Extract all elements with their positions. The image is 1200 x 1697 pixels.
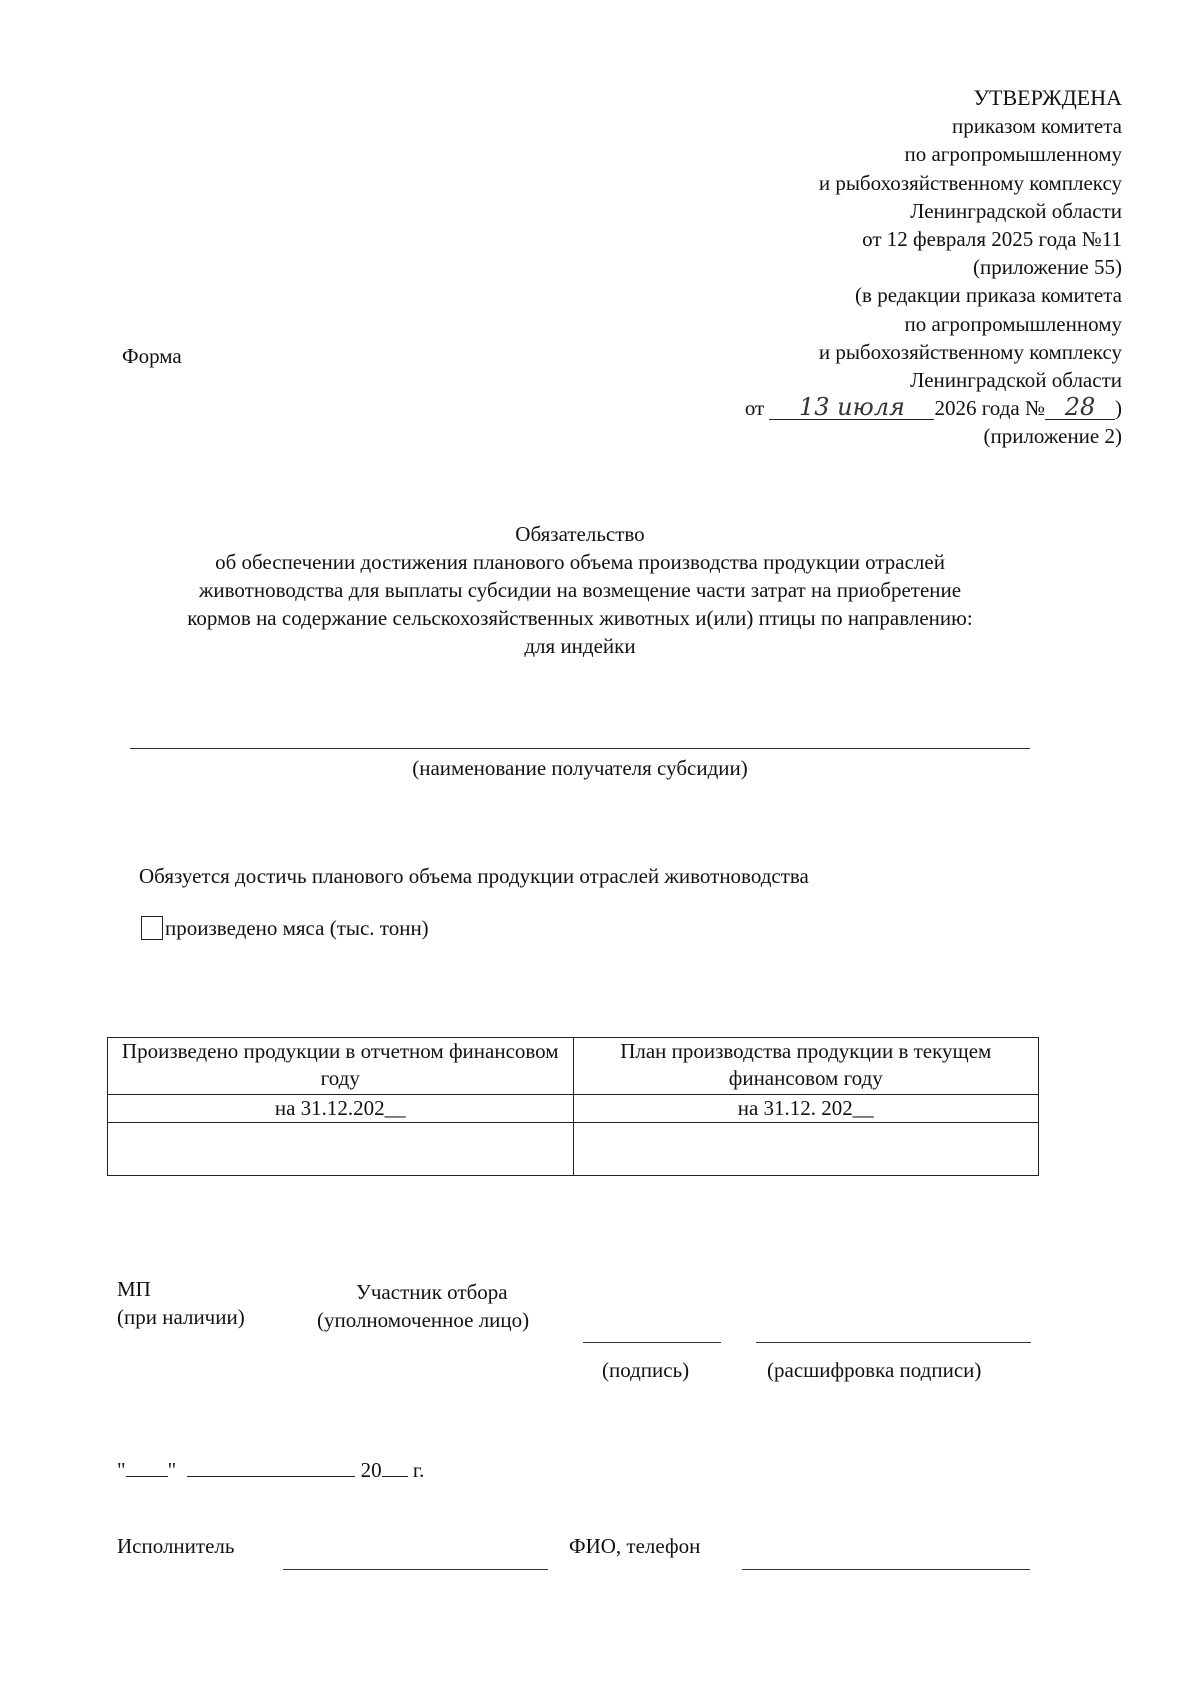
form-label: Форма xyxy=(122,344,182,368)
signature-line[interactable] xyxy=(583,1342,721,1343)
approval-line: УТВЕРЖДЕНА xyxy=(973,85,1122,110)
recipient-caption: (наименование получателя субсидии) xyxy=(412,756,748,780)
quote-open: " xyxy=(117,1458,126,1482)
title-line: об обеспечении достижения планового объема производства продукции отраслей xyxy=(215,550,945,574)
approval-block xyxy=(745,84,1122,451)
date-fill-line xyxy=(117,1456,424,1484)
year-prefix: 20 xyxy=(360,1458,382,1482)
recipient-name-line[interactable] xyxy=(130,748,1030,749)
month-blank[interactable] xyxy=(187,1458,355,1477)
approval-line: Ленинградской области xyxy=(910,198,1122,223)
approval-line: и рыбохозяйственному комплексу xyxy=(818,339,1122,364)
approval-line: приказом комитета xyxy=(951,114,1122,139)
mp-note: (при наличии) xyxy=(117,1305,245,1329)
table-subheader-row xyxy=(108,1095,1039,1123)
contact-label: ФИО, телефон xyxy=(569,1534,701,1558)
approval-line: по агропромышленному xyxy=(904,311,1122,336)
executor-label: Исполнитель xyxy=(117,1534,235,1558)
participant-label: Участник отбора xyxy=(356,1280,508,1304)
participant-note: (уполномоченное лицо) xyxy=(317,1308,530,1332)
approval-line: от 12 февраля 2025 года №11 xyxy=(862,227,1122,252)
production-table xyxy=(107,1037,1039,1176)
header-reported: Произведено продукции в отчетном финансовом году xyxy=(108,1038,574,1095)
contact-line[interactable] xyxy=(742,1569,1030,1570)
mp-label: МП xyxy=(117,1277,151,1301)
year-suffix: г. xyxy=(412,1458,425,1482)
date-prefix: от xyxy=(744,396,765,421)
date-middle: 2026 года № xyxy=(934,396,1045,421)
year-blank[interactable] xyxy=(382,1458,408,1477)
approval-line: (в редакции приказа комитета xyxy=(855,283,1122,308)
subheader-plan-date: на 31.12. 202__ xyxy=(573,1095,1039,1123)
value-reported-cell[interactable] xyxy=(108,1123,574,1176)
executor-line[interactable] xyxy=(283,1569,548,1570)
approval-line: и рыбохозяйственному комплексу xyxy=(818,170,1122,195)
signature-decoding-line[interactable] xyxy=(756,1342,1031,1343)
quote-close: " xyxy=(167,1458,177,1482)
table-row xyxy=(108,1123,1039,1176)
approval-date-line xyxy=(745,394,1122,422)
date-suffix: ) xyxy=(1115,396,1122,421)
title-line: для индейки xyxy=(524,634,636,658)
title-line: животноводства для выплаты субсидии на возмещение части затрат на приобретение xyxy=(198,578,962,602)
day-blank[interactable] xyxy=(126,1458,168,1477)
approval-line: Ленинградской области xyxy=(910,368,1122,393)
document-title xyxy=(0,520,1160,660)
handwritten-order-number: 28 xyxy=(1045,395,1115,420)
title-heading: Обязательство xyxy=(515,522,645,546)
checkbox-label: произведено мяса (тыс. тонн) xyxy=(165,916,429,940)
handwritten-date: 13 июля xyxy=(769,395,934,420)
approval-line: (приложение 55) xyxy=(972,255,1122,280)
approval-line: по агропромышленному xyxy=(904,142,1122,167)
approval-appendix: (приложение 2) xyxy=(983,424,1122,449)
subheader-reported-date: на 31.12.202__ xyxy=(108,1095,574,1123)
header-plan: План производства продукции в текущем финансовом году xyxy=(573,1038,1039,1095)
obligation-text: Обязуется достичь планового объема продукции отраслей животноводства xyxy=(139,864,809,888)
value-plan-cell[interactable] xyxy=(573,1123,1039,1176)
meat-checkbox[interactable] xyxy=(141,916,163,940)
table-header-row xyxy=(108,1038,1039,1095)
signature-caption: (подпись) xyxy=(602,1358,690,1382)
decoding-caption: (расшифровка подписи) xyxy=(767,1358,982,1382)
title-line: кормов на содержание сельскохозяйственных животных и(или) птицы по направлению: xyxy=(187,606,973,630)
